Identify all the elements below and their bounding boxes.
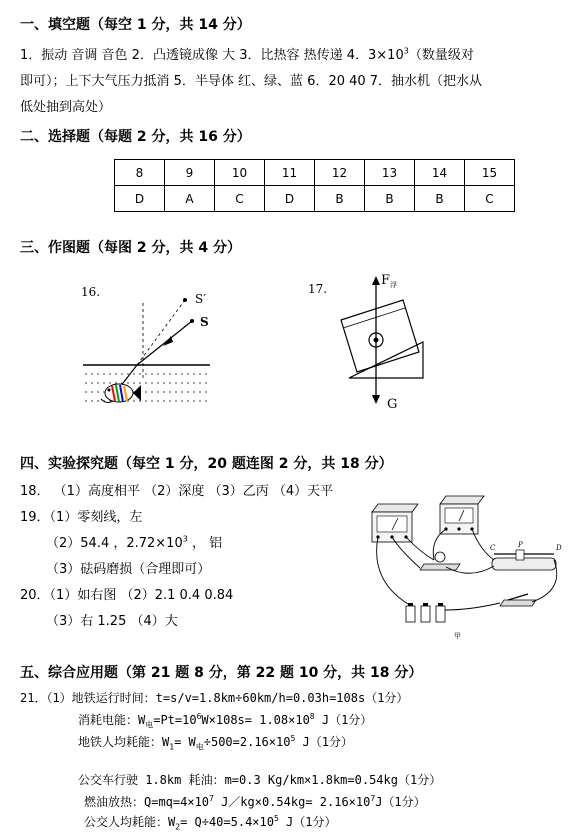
arrow-up-icon	[372, 276, 380, 285]
section-1-line-2: 即可）；上下大气压力抵消 5．半导体 红、绿、蓝 6．20 40 7．抽水机（把水从	[20, 74, 483, 89]
figure-17-number: 17.	[308, 282, 328, 296]
figure-16-number: 16.	[81, 285, 101, 299]
light-ray-in-air	[137, 321, 192, 365]
figure-16-refraction-diagram	[75, 275, 225, 415]
figure-17-force-diagram	[305, 270, 445, 415]
switch-icon	[500, 594, 536, 606]
figure-label-jia: 甲	[454, 632, 461, 640]
question-number: 10	[215, 160, 265, 186]
section-3-title: 三、作图题（每图 2 分，共 4 分）	[20, 240, 241, 256]
circuit-diagram	[360, 490, 570, 645]
rheostat-slider-p: P	[518, 541, 523, 549]
question-19-part-1: 19．（1）零刻线，左	[20, 510, 143, 525]
label-s-prime: S′	[195, 292, 206, 306]
answer-cell: B	[415, 186, 465, 212]
answer-cell: B	[315, 186, 365, 212]
question-18-answer: 18． （1）高度相平 （2）深度 （3）乙丙 （4）天平	[20, 484, 334, 499]
question-19-part-3: （3）砝码磨损（合理即可）	[46, 562, 211, 577]
answer-cell: D	[115, 186, 165, 212]
arrow-down-icon	[372, 395, 380, 404]
answer-table-numbers-row	[115, 160, 515, 186]
section-1-title: 一、填空题（每空 1 分，共 14 分）	[20, 17, 251, 33]
ammeter-icon	[440, 496, 484, 534]
fish-icon	[101, 384, 141, 403]
question-number: 15	[465, 160, 515, 186]
section-1-line-1: 1．振动 音调 音色 2．凸透镜成像 大 3．比热容 热传递 4．$3\times 10^3$（数量级对	[20, 46, 474, 63]
question-number: 14	[415, 160, 465, 186]
section-2-title: 二、选择题（每题 2 分，共 16 分）	[20, 129, 251, 145]
water-pattern	[85, 374, 210, 401]
answer-cell: C	[215, 186, 265, 212]
ray-arrow-icon	[163, 336, 173, 346]
question-number: 12	[315, 160, 365, 186]
answer-21-line-6: 公交人均耗能：$W_2= Q\div 40=5.4\times 10^5$ J（1分）	[84, 814, 337, 832]
label-buoyancy-force: $F_浮$	[381, 273, 398, 289]
answer-table-answers-row	[115, 186, 515, 212]
question-19-part-2: （2）54.4 ，$2.72\times 10^3$ ， 铝	[46, 534, 223, 551]
answer-cell: D	[265, 186, 315, 212]
section-1-line-3: 低处抽到高处）	[20, 100, 112, 115]
answer-21-line-5: 燃油放热：$Q=mq=4\times 10^7$ J／kg×0.54kg= $2.16\times 10^7J(1$分）	[84, 794, 426, 809]
answer-cell: A	[165, 186, 215, 212]
question-20-part-1: 20．（1）如右图 （2）2.1 0.4 0.84	[20, 588, 234, 603]
answer-21-line-1: 21．（1）地铁运行时间：t=s/v=1.8km÷60km/h=0.03h=108s（1分）	[20, 691, 409, 705]
question-number: 11	[265, 160, 315, 186]
section-4-title: 四、实验探究题（每空 1 分，20 题连图 2 分，共 18 分）	[20, 456, 393, 472]
rheostat-terminal-c: C	[490, 544, 496, 552]
label-gravity: G	[387, 397, 398, 412]
light-ray-in-water	[120, 365, 137, 387]
answer-21-line-3: 地铁人均耗能：$W_1= W_电\div 500=2.16\times 10^5$ J（1分）	[78, 734, 353, 752]
answer-21-line-4: 公交车行驶 1.8km 耗油：m=0.3 Kg/km×1.8km=0.54kg（1分）	[78, 773, 442, 787]
floating-block	[341, 300, 419, 372]
voltmeter-icon	[372, 504, 418, 542]
rheostat-terminal-d: D	[556, 544, 562, 552]
section-5-title: 五、综合应用题（第 21 题 8 分，第 22 题 10 分，共 18 分）	[20, 665, 423, 681]
answer-cell: B	[365, 186, 415, 212]
label-s: S	[200, 315, 209, 329]
question-number: 13	[365, 160, 415, 186]
rheostat-icon	[490, 541, 562, 570]
battery-pack-icon	[406, 603, 445, 622]
question-number: 9	[165, 160, 215, 186]
question-number: 8	[115, 160, 165, 186]
inclined-wedge	[349, 342, 423, 378]
block-water-line	[343, 308, 405, 328]
question-20-part-2: （3）右 1.25 （4）大	[46, 614, 178, 629]
answer-21-line-2: 消耗电能：$W_电=Pt=10^6W\times 108s= 1.08\times 10^8$ J（1分）	[78, 712, 373, 730]
answer-table	[114, 159, 515, 212]
answer-cell: C	[465, 186, 515, 212]
